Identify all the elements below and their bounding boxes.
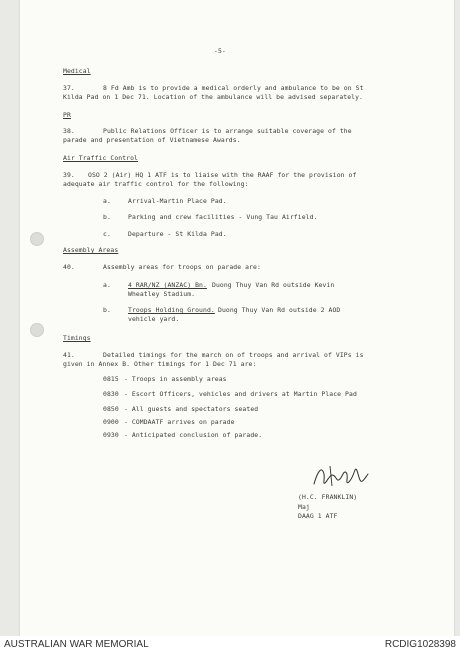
medical-heading: Medical	[63, 67, 91, 75]
archive-footer	[0, 636, 460, 654]
atc-heading: Air Traffic Control	[63, 154, 139, 162]
assembly-item-letter: b.	[103, 306, 111, 314]
signatory-rank: Maj	[298, 503, 310, 511]
assembly-item-text-cont: Wheatley Stadium.	[128, 290, 196, 298]
para-38-number: 38.	[63, 127, 75, 135]
assembly-item-title: Troops Holding Ground.	[128, 306, 215, 314]
para-39-line1: OSO 2 (Air) HQ 1 ATF is to liaise with the RAAF for the provision of	[88, 171, 357, 179]
atc-item-text: Parking and crew facilities - Vung Tau Airfield.	[128, 213, 318, 221]
timing-time: 0830	[103, 390, 119, 398]
timing-text: - COMDAATF arrives on parade	[124, 418, 235, 426]
atc-item-letter: a.	[103, 197, 111, 205]
timings-heading: Timings	[63, 334, 91, 342]
timing-time: 0815	[103, 375, 119, 383]
archive-reference: RCDIG1028398	[384, 639, 456, 650]
para-40-number: 40.	[63, 263, 75, 271]
para-41-number: 41.	[63, 351, 75, 359]
timing-text: - All guests and spectators seated	[124, 405, 259, 413]
punch-hole	[30, 323, 44, 337]
atc-item-text: Departure - St Kilda Pad.	[128, 230, 227, 238]
punch-hole	[30, 232, 44, 246]
para-41-line2: given in Annex B. Other timings for 1 Dec 71 are:	[63, 360, 257, 368]
para-38-line2: parade and presentation of Vietnamese Awards.	[63, 136, 241, 144]
para-40-text: Assembly areas for troops on parade are:	[103, 263, 261, 271]
signatory-role: DAAG 1 ATF	[298, 512, 338, 520]
assembly-item-text: Duong Thuy Van Rd outside 2 AOD	[218, 306, 341, 314]
timing-time: 0930	[103, 431, 119, 439]
assembly-item-text-cont: vehicle yard.	[128, 315, 180, 323]
assembly-item-title: 4 RAR/NZ (ANZAC) Bn.	[128, 281, 207, 289]
para-41-line1: Detailed timings for the march on of troops and arrival of VIPs is	[103, 351, 364, 359]
timing-time: 0900	[103, 418, 119, 426]
archive-name: AUSTRALIAN WAR MEMORIAL	[4, 639, 149, 650]
assembly-item-letter: a.	[103, 281, 111, 289]
signatory-name: (H.C. FRANKLIN)	[298, 493, 358, 501]
timing-text: - Escort Officers, vehicles and drivers at Martin Place Pad	[124, 390, 357, 398]
para-37-line2: Kilda Pad on 1 Dec 71. Location of the ambulance will be advised separately.	[63, 93, 364, 101]
assembly-heading: Assembly Areas	[63, 246, 119, 254]
timing-text: - Troops in assembly areas	[124, 375, 227, 383]
pr-heading: PR	[63, 111, 71, 119]
para-39-number: 39.	[63, 171, 75, 179]
para-38-line1: Public Relations Officer is to arrange suitable coverage of the	[103, 127, 352, 135]
page-number: -5-	[214, 47, 226, 55]
atc-item-letter: b.	[103, 213, 111, 221]
atc-item-text: Arrival-Martin Place Pad.	[128, 197, 227, 205]
para-37-line1: 8 Fd Amb is to provide a medical orderly and ambulance to be on St	[103, 84, 364, 92]
assembly-item-text: Duong Thuy Van Rd outside Kevin	[212, 281, 335, 289]
timing-time: 0850	[103, 405, 119, 413]
para-37-number: 37.	[63, 84, 75, 92]
timing-text: - Anticipated conclusion of parade.	[124, 431, 263, 439]
para-39-line2: adequate air traffic control for the following:	[63, 180, 249, 188]
document-page	[20, 0, 454, 636]
atc-item-letter: c.	[103, 230, 111, 238]
handwritten-signature	[310, 460, 370, 494]
